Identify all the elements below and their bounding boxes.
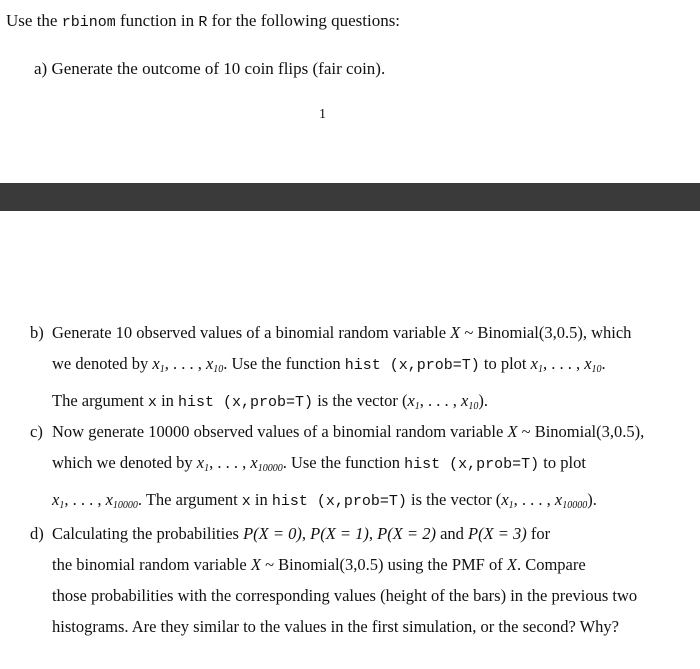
page-divider: [0, 183, 700, 211]
question-b-line-3: The argument x in hist (x,prob=T) is the vector ($x_1$, . . . , $x_{10}$).: [52, 391, 488, 412]
question-c-line-1: Now generate 10000 observed values of a binomial random variable X ~ Binomial(3,0.5),: [52, 422, 645, 441]
r-lang-code: R: [198, 14, 208, 31]
question-b-label: b): [30, 323, 44, 342]
question-b: [30, 317, 690, 422]
hist-code: hist (x,prob=T): [344, 357, 480, 374]
question-b-line-2: we denoted by $x_1$, . . . , $x_{10}$. Use the function hist (x,prob=T) to plot $x_1$, . . . , $x_{10}$.: [52, 354, 606, 375]
question-c-line-3: $x_1$, . . . , $x_{10000}$. The argument x in hist (x,prob=T) is the vector ($x_1$, . . . , $x_{10000}$).: [52, 490, 597, 511]
intro-text: Use the rbinom function in R for the following questions:: [6, 11, 401, 31]
rbinom-code: rbinom: [61, 14, 116, 31]
page-number: 1: [319, 107, 326, 122]
question-d-label: d): [30, 524, 44, 543]
question-d: [30, 518, 690, 642]
question-d-line-3: those probabilities with the corresponding values (height of the bars) in the previous two: [52, 586, 638, 605]
question-a-label: a): [34, 59, 48, 78]
question-d-line-4: histograms. Are they similar to the values in the first simulation, or the second? Why?: [52, 617, 619, 636]
question-c-line-2: which we denoted by $x_1$, . . . , $x_{10000}$. Use the function hist (x,prob=T) to plot: [52, 453, 586, 474]
question-c-label: c): [30, 422, 43, 441]
question-c: [30, 416, 690, 521]
question-a-text: Generate the outcome of 10 coin flips (fair coin).: [51, 59, 386, 78]
question-d-line-2: the binomial random variable X ~ Binomial(3,0.5) using the PMF of X. Compare: [52, 555, 586, 574]
hist-code: hist (x,prob=T): [178, 394, 314, 411]
question-a: [34, 59, 385, 79]
hist-code: hist (x,prob=T): [271, 493, 407, 510]
question-d-line-1: Calculating the probabilities P(X = 0), P(X = 1), P(X = 2) and P(X = 3) for: [52, 524, 551, 543]
question-b-line-1: Generate 10 observed values of a binomial random variable X ~ Binomial(3,0.5), which: [52, 323, 632, 342]
hist-code: hist (x,prob=T): [404, 456, 540, 473]
